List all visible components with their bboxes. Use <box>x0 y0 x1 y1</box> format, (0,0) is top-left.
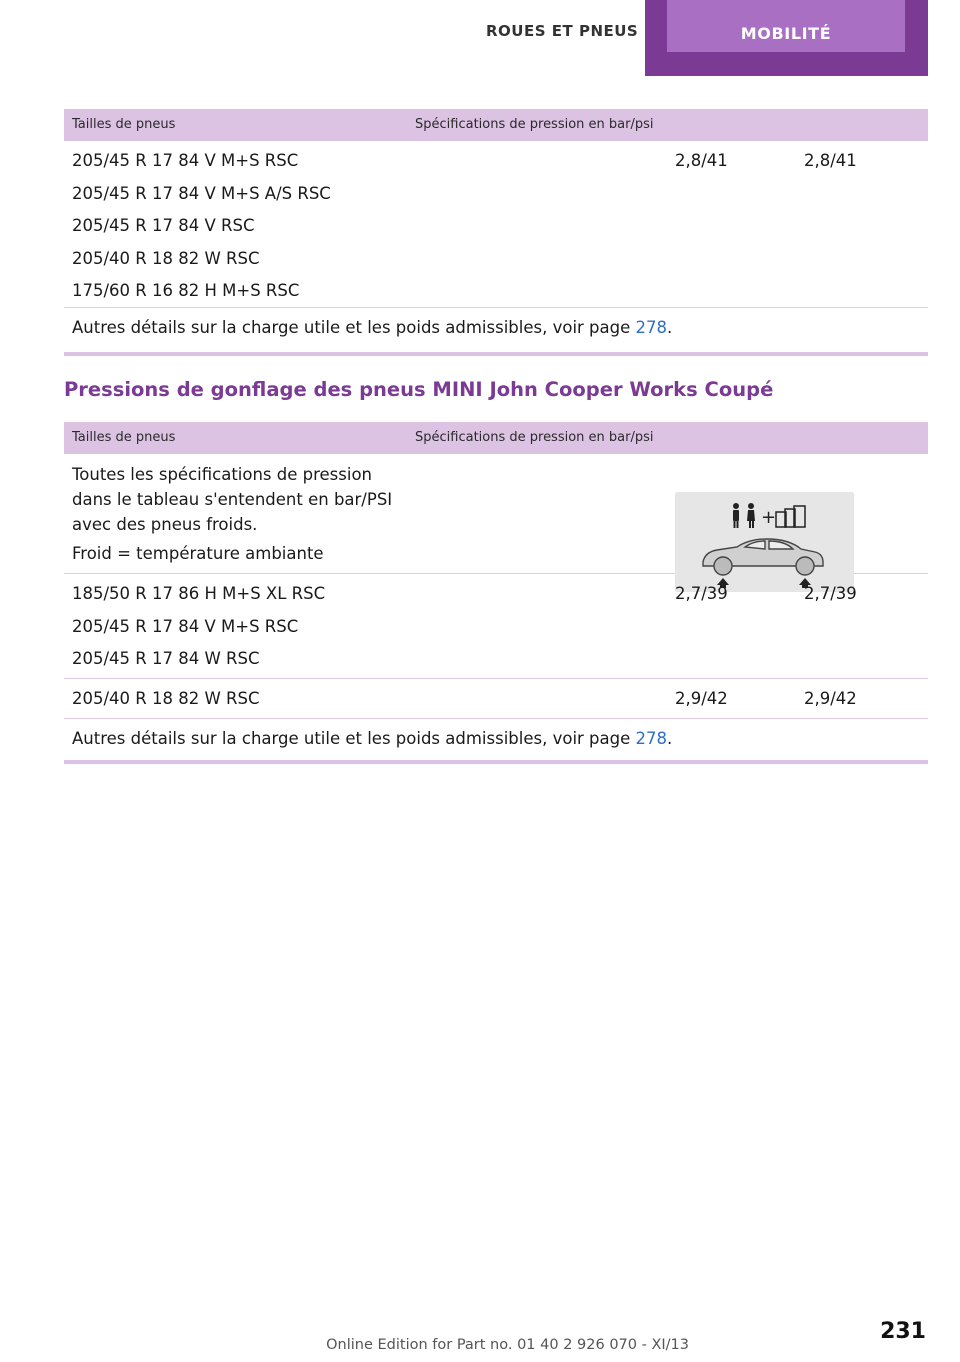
person-icon <box>733 503 739 528</box>
tire-size: 205/45 R 17 84 V M+S A/S RSC <box>72 183 331 203</box>
note-text-body: Autres détails sur la charge utile et les poids admissibles, voir page <box>72 318 636 337</box>
table-row <box>64 141 928 308</box>
col-header-sizes: Tailles de pneus <box>72 430 176 445</box>
note-text-body: Autres détails sur la charge utile et les poids admissibles, voir page <box>72 729 636 748</box>
table-note <box>64 719 928 760</box>
table-row <box>64 574 928 679</box>
tire-size: 205/40 R 18 82 W RSC <box>72 689 260 708</box>
tire-size-list <box>72 687 260 720</box>
chapter-tab-inner <box>667 0 905 52</box>
tire-size: 205/45 R 17 84 V M+S RSC <box>72 616 299 636</box>
tire-size: 205/45 R 17 84 V RSC <box>72 216 255 235</box>
pressure-table-1 <box>64 109 928 356</box>
temperature-note: Froid = température ambiante <box>72 544 324 563</box>
page-link[interactable]: 278 <box>635 318 668 337</box>
conditions-text: Toutes les spécifications de pression dans le tableau s'entendent en bar/PSI avec des pneus froids. <box>72 465 393 534</box>
tire-size: 175/60 R 16 82 H M+S RSC <box>72 281 300 300</box>
plus-sign: + <box>761 507 777 528</box>
tire-size: 205/45 R 17 84 W RSC <box>72 649 260 668</box>
note-text <box>72 729 672 748</box>
chapter-tab <box>645 0 928 76</box>
table-end-rule <box>64 760 928 764</box>
pressure-rear: 2,7/39 <box>804 584 857 603</box>
table-row <box>64 679 928 719</box>
car-icon <box>703 539 823 575</box>
pressure-table-2 <box>64 422 928 764</box>
table-row-conditions <box>64 454 928 574</box>
col-header-sizes: Tailles de pneus <box>72 117 176 132</box>
table-header-row <box>64 109 928 141</box>
pressure-rear: 2,8/41 <box>804 151 857 170</box>
note-text <box>72 318 672 337</box>
page-number: 231 <box>880 1319 926 1344</box>
edition-line: Online Edition for Part no. 01 40 2 926 070 - XI/13 <box>326 1337 689 1353</box>
pressure-front: 2,7/39 <box>675 584 728 603</box>
section-title: Pressions de gonflage des pneus MINI John Cooper Works Coupé <box>64 378 774 401</box>
tire-size-list <box>72 582 325 680</box>
col-header-spec: Spécifications de pression en bar/psi <box>415 117 654 132</box>
luggage-icon <box>776 506 805 527</box>
note-text-end: . <box>667 729 673 748</box>
pressure-rear: 2,9/42 <box>804 689 857 708</box>
tire-size: 185/50 R 17 86 H M+S XL RSC <box>72 584 326 603</box>
tire-size: 205/40 R 18 82 W RSC <box>72 248 260 268</box>
note-text-end: . <box>667 318 673 337</box>
tire-size: 205/45 R 17 84 V M+S RSC <box>72 151 299 170</box>
tire-size-list <box>72 149 331 312</box>
table-end-rule <box>64 352 928 356</box>
pressure-front: 2,8/41 <box>675 151 728 170</box>
col-header-spec: Spécifications de pression en bar/psi <box>415 430 654 445</box>
table-note <box>64 308 928 352</box>
pressure-front: 2,9/42 <box>675 689 728 708</box>
person-icon <box>747 503 755 528</box>
running-header-section: ROUES ET PNEUS <box>486 22 639 40</box>
chapter-title: MOBILITÉ <box>740 24 832 43</box>
table-header-row <box>64 422 928 454</box>
page-link[interactable]: 278 <box>635 729 668 748</box>
